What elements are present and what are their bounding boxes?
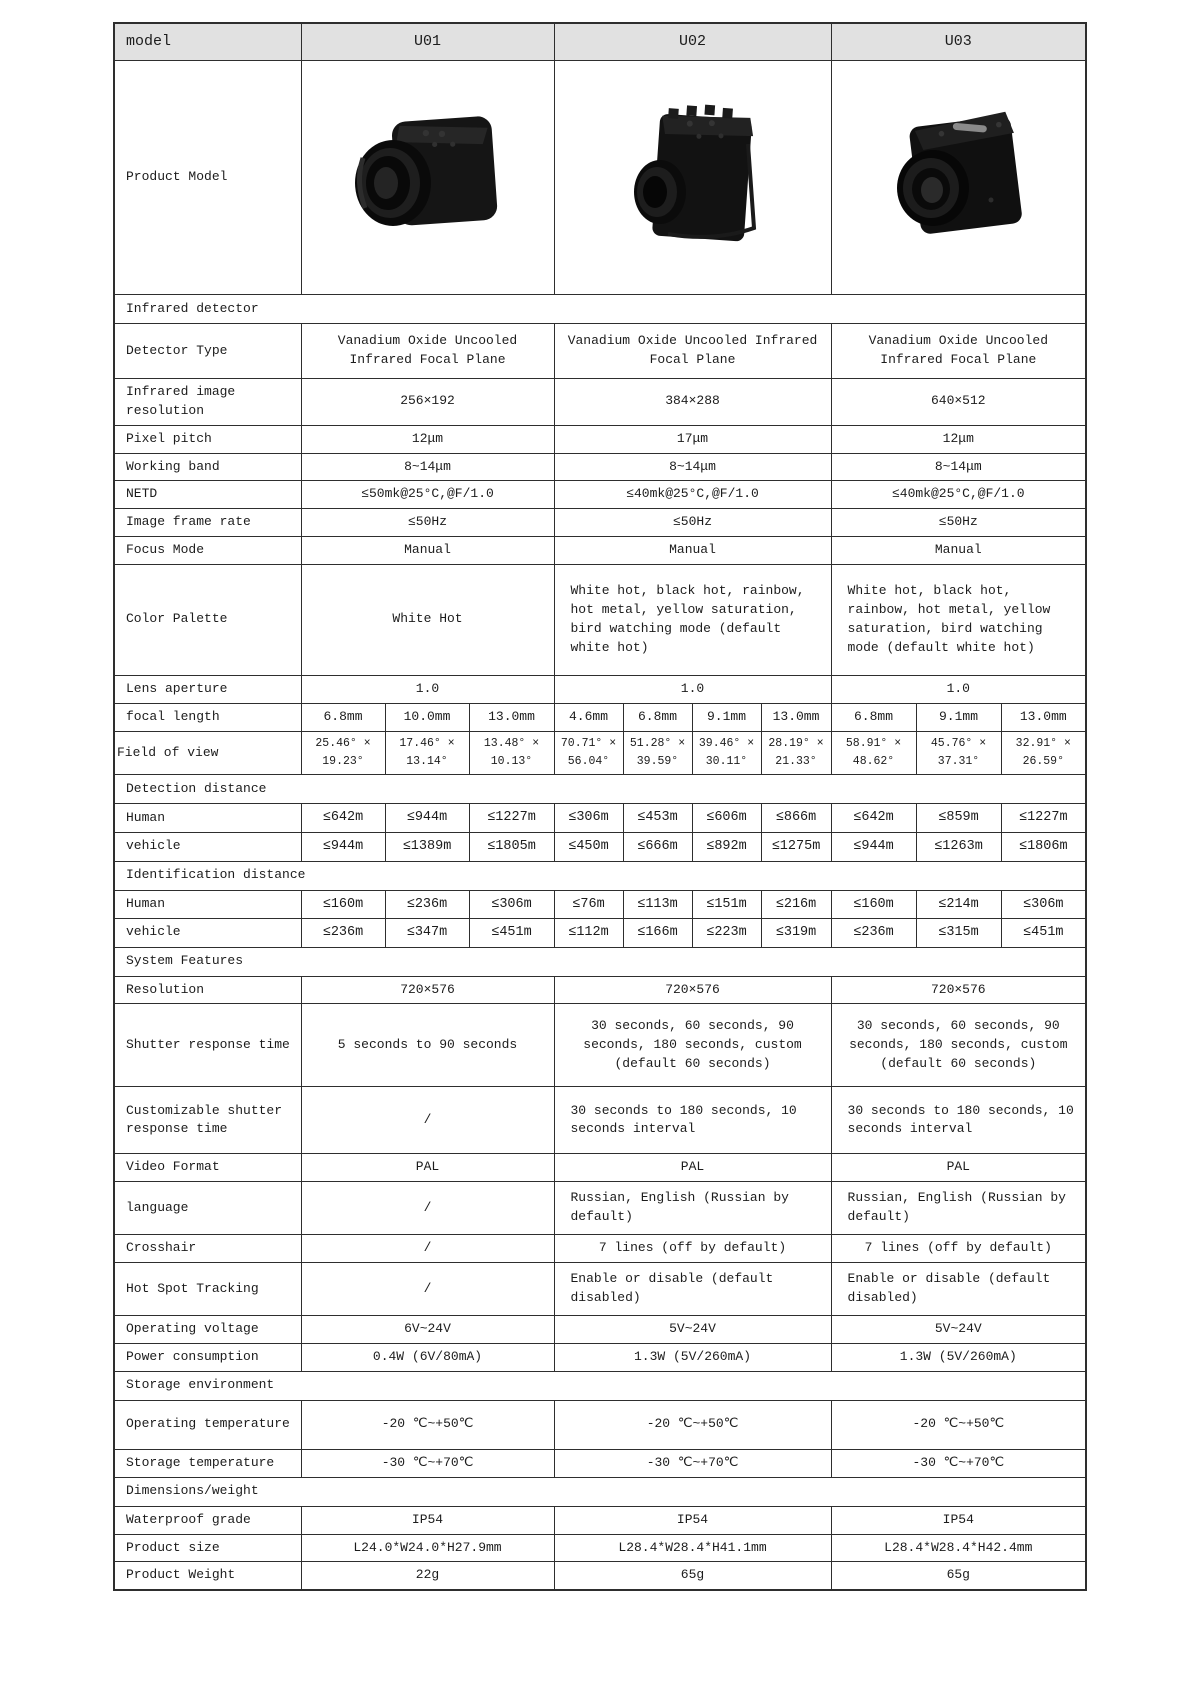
storage-temp-label: Storage temperature [114,1449,301,1477]
netd-u03: ≤40mk@25°C,@F/1.0 [831,481,1086,509]
focal-length-u03-3: 13.0mm [1001,703,1086,731]
product-image-cell-u01 [301,61,554,295]
spec-row-identification-vehicle [114,919,1086,948]
det-human-u01-2: ≤944m [385,804,469,833]
size-label: Product size [114,1534,301,1562]
shutter-label: Shutter response time [114,1004,301,1087]
header-model-u02: U02 [554,23,831,61]
id-vehicle-u02-2: ≤166m [623,919,692,948]
color-palette-u01: White Hot [301,564,554,675]
focal-length-u01-2: 10.0mm [385,703,469,731]
det-vehicle-u01-3: ≤1805m [469,832,554,861]
fov-u02-3: 39.46° × 30.11° [692,731,761,775]
spec-row-cust-shutter [114,1087,1086,1154]
fov-u02-2: 51.28° × 39.59° [623,731,692,775]
det-vehicle-u03-1: ≤944m [831,832,916,861]
fov-u01-1: 25.46° × 19.23° [301,731,385,775]
spec-row-storage-temp [114,1449,1086,1477]
spec-row-pixel-pitch [114,425,1086,453]
weight-label: Product Weight [114,1562,301,1590]
cust-shutter-u02: 30 seconds to 180 seconds, 10 seconds interval [554,1087,831,1154]
id-human-u03-3: ≤306m [1001,890,1086,919]
id-vehicle-u01-3: ≤451m [469,919,554,948]
spec-row-power [114,1344,1086,1372]
thermal-camera-u03-image [863,88,1053,268]
focal-length-u02-4: 13.0mm [761,703,831,731]
spec-row-language [114,1182,1086,1235]
det-human-u03-2: ≤859m [916,804,1001,833]
spec-row-op-voltage [114,1316,1086,1344]
spec-table [113,22,1087,1591]
size-u01: L24.0*W24.0*H27.9mm [301,1534,554,1562]
resolution-u02: 720×576 [554,976,831,1004]
language-label: language [114,1182,301,1235]
netd-u02: ≤40mk@25°C,@F/1.0 [554,481,831,509]
waterproof-u02: IP54 [554,1506,831,1534]
shutter-u03: 30 seconds, 60 seconds, 90 seconds, 180 seconds, custom (default 60 seconds) [831,1004,1086,1087]
spec-row-working-band [114,453,1086,481]
power-u03: 1.3W (5V/260mA) [831,1344,1086,1372]
language-u01: / [301,1182,554,1235]
focal-length-u03-2: 9.1mm [916,703,1001,731]
op-temp-u01: -20 ℃~+50℃ [301,1400,554,1449]
product-model-label: Product Model [114,61,301,295]
op-temp-u02: -20 ℃~+50℃ [554,1400,831,1449]
shutter-u02: 30 seconds, 60 seconds, 90 seconds, 180 seconds, custom (default 60 seconds) [554,1004,831,1087]
waterproof-u03: IP54 [831,1506,1086,1534]
id-human-u03-2: ≤214m [916,890,1001,919]
op-voltage-u03: 5V~24V [831,1316,1086,1344]
spec-row-ir-resolution [114,379,1086,426]
section-row-dimensions [114,1477,1086,1506]
language-u03: Russian, English (Russian by default) [831,1182,1086,1235]
id-vehicle-u02-1: ≤112m [554,919,623,948]
frame-rate-u01: ≤50Hz [301,509,554,537]
pixel-pitch-u02: 17μm [554,425,831,453]
section-dimensions-weight: Dimensions/weight [114,1477,1086,1506]
spec-row-shutter [114,1004,1086,1087]
hotspot-label: Hot Spot Tracking [114,1263,301,1316]
detection-human-label: Human [114,804,301,833]
working-band-u02: 8~14μm [554,453,831,481]
video-format-u02: PAL [554,1154,831,1182]
fov-u03-2: 45.76° × 37.31° [916,731,1001,775]
video-format-u01: PAL [301,1154,554,1182]
spec-row-frame-rate [114,509,1086,537]
section-row-storage [114,1371,1086,1400]
section-row-infrared [114,295,1086,324]
weight-u02: 65g [554,1562,831,1590]
field-of-view-label: Field of view [114,731,301,775]
spec-row-crosshair [114,1235,1086,1263]
storage-temp-u03: -30 ℃~+70℃ [831,1449,1086,1477]
hotspot-u03: Enable or disable (default disabled) [831,1263,1086,1316]
storage-temp-u01: -30 ℃~+70℃ [301,1449,554,1477]
section-detection-distance: Detection distance [114,775,1086,804]
table-header-row [114,23,1086,61]
det-vehicle-u02-4: ≤1275m [761,832,831,861]
det-human-u02-3: ≤606m [692,804,761,833]
weight-u01: 22g [301,1562,554,1590]
product-image-cell-u02 [554,61,831,295]
lens-aperture-u02: 1.0 [554,675,831,703]
op-voltage-u02: 5V~24V [554,1316,831,1344]
focus-mode-u03: Manual [831,537,1086,565]
section-identification-distance: Identification distance [114,861,1086,890]
resolution-u01: 720×576 [301,976,554,1004]
id-human-u02-4: ≤216m [761,890,831,919]
spec-row-detection-human [114,804,1086,833]
section-storage-environment: Storage environment [114,1371,1086,1400]
frame-rate-label: Image frame rate [114,509,301,537]
det-vehicle-u02-1: ≤450m [554,832,623,861]
spec-row-lens-aperture [114,675,1086,703]
section-infrared-detector: Infrared detector [114,295,1086,324]
video-format-u03: PAL [831,1154,1086,1182]
id-vehicle-u03-1: ≤236m [831,919,916,948]
det-human-u01-1: ≤642m [301,804,385,833]
lens-aperture-u01: 1.0 [301,675,554,703]
crosshair-u01: / [301,1235,554,1263]
focus-mode-u01: Manual [301,537,554,565]
spec-row-detector-type [114,324,1086,379]
frame-rate-u03: ≤50Hz [831,509,1086,537]
focal-length-u02-1: 4.6mm [554,703,623,731]
det-human-u02-2: ≤453m [623,804,692,833]
netd-label: NETD [114,481,301,509]
id-human-u01-1: ≤160m [301,890,385,919]
id-human-u03-1: ≤160m [831,890,916,919]
spec-row-video-format [114,1154,1086,1182]
focal-length-u02-3: 9.1mm [692,703,761,731]
working-band-u03: 8~14μm [831,453,1086,481]
spec-row-weight [114,1562,1086,1590]
fov-u03-3: 32.91° × 26.59° [1001,731,1086,775]
spec-row-resolution [114,976,1086,1004]
waterproof-label: Waterproof grade [114,1506,301,1534]
lens-aperture-u03: 1.0 [831,675,1086,703]
crosshair-label: Crosshair [114,1235,301,1263]
cust-shutter-u03: 30 seconds to 180 seconds, 10 seconds interval [831,1087,1086,1154]
working-band-u01: 8~14μm [301,453,554,481]
pixel-pitch-label: Pixel pitch [114,425,301,453]
resolution-u03: 720×576 [831,976,1086,1004]
crosshair-u02: 7 lines (off by default) [554,1235,831,1263]
id-human-u01-2: ≤236m [385,890,469,919]
spec-row-detection-vehicle [114,832,1086,861]
spec-row-focus-mode [114,537,1086,565]
size-u03: L28.4*W28.4*H42.4mm [831,1534,1086,1562]
hotspot-u02: Enable or disable (default disabled) [554,1263,831,1316]
section-row-identification [114,861,1086,890]
lens-aperture-label: Lens aperture [114,675,301,703]
det-vehicle-u02-2: ≤666m [623,832,692,861]
focal-length-u01-1: 6.8mm [301,703,385,731]
thermal-camera-u02-image [598,88,788,268]
video-format-label: Video Format [114,1154,301,1182]
id-human-u01-3: ≤306m [469,890,554,919]
spec-row-field-of-view [114,731,1086,775]
detection-vehicle-label: vehicle [114,832,301,861]
fov-u03-1: 58.91° × 48.62° [831,731,916,775]
spec-row-hotspot [114,1263,1086,1316]
weight-u03: 65g [831,1562,1086,1590]
det-human-u01-3: ≤1227m [469,804,554,833]
header-model-u03: U03 [831,23,1086,61]
pixel-pitch-u03: 12μm [831,425,1086,453]
det-vehicle-u03-2: ≤1263m [916,832,1001,861]
det-human-u03-1: ≤642m [831,804,916,833]
detector-type-u02: Vanadium Oxide Uncooled Infrared Focal Plane [554,324,831,379]
op-temp-u03: -20 ℃~+50℃ [831,1400,1086,1449]
product-image-cell-u03 [831,61,1086,295]
detector-type-u01: Vanadium Oxide Uncooled Infrared Focal Plane [301,324,554,379]
power-u01: 0.4W (6V/80mA) [301,1344,554,1372]
language-u02: Russian, English (Russian by default) [554,1182,831,1235]
fov-u02-4: 28.19° × 21.33° [761,731,831,775]
waterproof-u01: IP54 [301,1506,554,1534]
hotspot-u01: / [301,1263,554,1316]
det-human-u02-1: ≤306m [554,804,623,833]
section-row-detection [114,775,1086,804]
det-human-u03-3: ≤1227m [1001,804,1086,833]
spec-row-identification-human [114,890,1086,919]
shutter-u01: 5 seconds to 90 seconds [301,1004,554,1087]
ir-resolution-u01: 256×192 [301,379,554,426]
frame-rate-u02: ≤50Hz [554,509,831,537]
power-u02: 1.3W (5V/260mA) [554,1344,831,1372]
fov-u01-2: 17.46° × 13.14° [385,731,469,775]
thermal-camera-u01-image [333,88,523,268]
focal-length-u01-3: 13.0mm [469,703,554,731]
product-model-row [114,61,1086,295]
working-band-label: Working band [114,453,301,481]
ir-resolution-u02: 384×288 [554,379,831,426]
color-palette-u03: White hot, black hot, rainbow, hot metal, yellow saturation, bird watching mode (default white hot) [831,564,1086,675]
fov-u02-1: 70.71° × 56.04° [554,731,623,775]
section-system-features: System Features [114,947,1086,976]
spec-row-focal-length [114,703,1086,731]
id-human-u02-1: ≤76m [554,890,623,919]
resolution-label: Resolution [114,976,301,1004]
identification-vehicle-label: vehicle [114,919,301,948]
crosshair-u03: 7 lines (off by default) [831,1235,1086,1263]
header-model-u01: U01 [301,23,554,61]
id-vehicle-u01-1: ≤236m [301,919,385,948]
id-human-u02-3: ≤151m [692,890,761,919]
color-palette-u02: White hot, black hot, rainbow, hot metal, yellow saturation, bird watching mode (default white hot) [554,564,831,675]
spec-row-color-palette [114,564,1086,675]
cust-shutter-label: Customizable shutter response time [114,1087,301,1154]
spec-row-waterproof [114,1506,1086,1534]
cust-shutter-u01: / [301,1087,554,1154]
id-vehicle-u02-3: ≤223m [692,919,761,948]
focus-mode-u02: Manual [554,537,831,565]
det-vehicle-u01-2: ≤1389m [385,832,469,861]
section-row-system [114,947,1086,976]
op-voltage-label: Operating voltage [114,1316,301,1344]
id-vehicle-u01-2: ≤347m [385,919,469,948]
spec-row-size [114,1534,1086,1562]
header-model-label: model [114,23,301,61]
focal-length-label: focal length [114,703,301,731]
id-vehicle-u03-2: ≤315m [916,919,1001,948]
det-vehicle-u02-3: ≤892m [692,832,761,861]
id-vehicle-u03-3: ≤451m [1001,919,1086,948]
power-label: Power consumption [114,1344,301,1372]
pixel-pitch-u01: 12μm [301,425,554,453]
storage-temp-u02: -30 ℃~+70℃ [554,1449,831,1477]
focus-mode-label: Focus Mode [114,537,301,565]
spec-row-netd [114,481,1086,509]
det-vehicle-u03-3: ≤1806m [1001,832,1086,861]
identification-human-label: Human [114,890,301,919]
id-human-u02-2: ≤113m [623,890,692,919]
id-vehicle-u02-4: ≤319m [761,919,831,948]
op-voltage-u01: 6V~24V [301,1316,554,1344]
focal-length-u03-1: 6.8mm [831,703,916,731]
detector-type-u03: Vanadium Oxide Uncooled Infrared Focal Plane [831,324,1086,379]
size-u02: L28.4*W28.4*H41.1mm [554,1534,831,1562]
spec-row-op-temp [114,1400,1086,1449]
op-temp-label: Operating temperature [114,1400,301,1449]
det-vehicle-u01-1: ≤944m [301,832,385,861]
fov-u01-3: 13.48° × 10.13° [469,731,554,775]
ir-resolution-u03: 640×512 [831,379,1086,426]
focal-length-u02-2: 6.8mm [623,703,692,731]
detector-type-label: Detector Type [114,324,301,379]
color-palette-label: Color Palette [114,564,301,675]
netd-u01: ≤50mk@25°C,@F/1.0 [301,481,554,509]
det-human-u02-4: ≤866m [761,804,831,833]
ir-resolution-label: Infrared image resolution [114,379,301,426]
